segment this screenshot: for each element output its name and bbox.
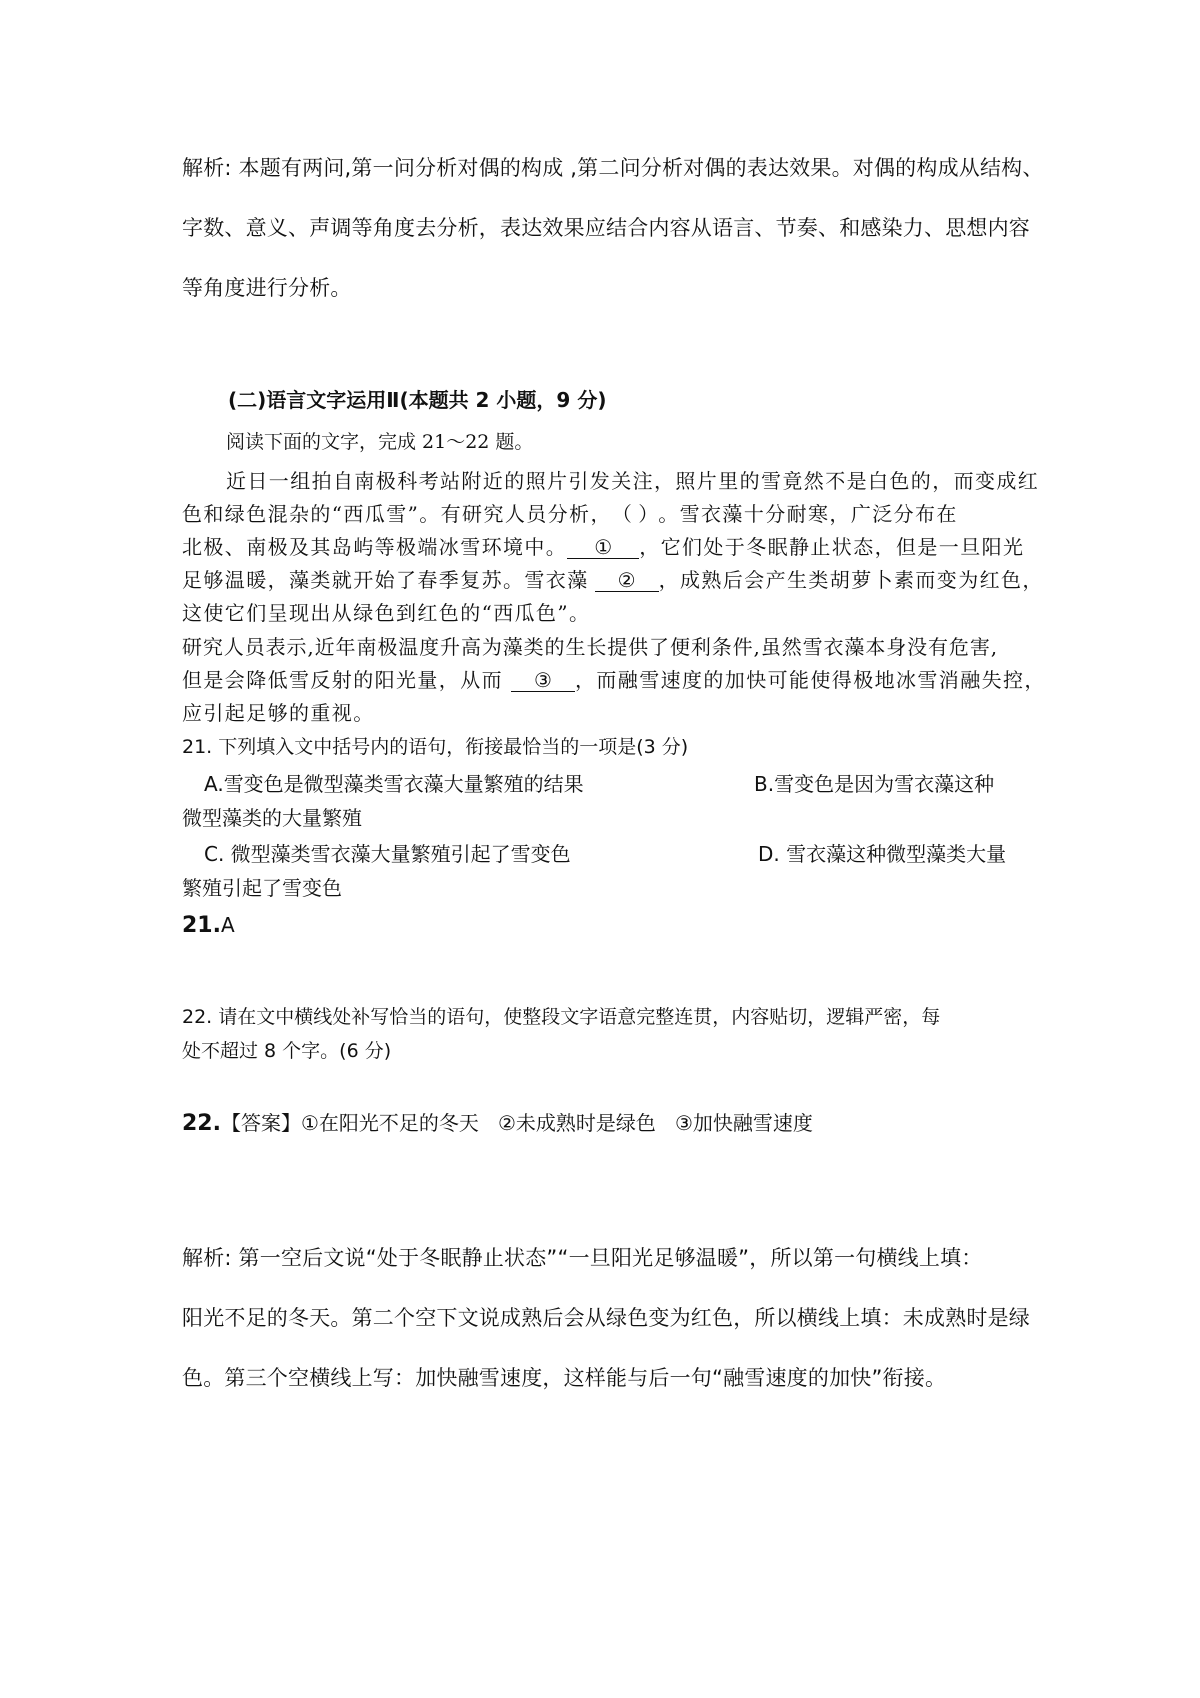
passage-line-2-b: 。雪衣藻十分耐寒，广泛分布在 xyxy=(658,502,958,526)
q22-stem-line-2: 处不超过 8 个字。(6 分) xyxy=(182,1040,392,1062)
passage-line-7-b: ，而融雪速度的加快可能使得极地冰雪消融失控， xyxy=(575,668,1046,692)
q21-answer-number: 21. xyxy=(182,913,221,938)
blank-3: ③ xyxy=(511,670,575,692)
passage-line-2 xyxy=(182,498,958,527)
q21-answer-letter: A xyxy=(220,913,235,937)
q21-stem: 21. 下列填入文中括号内的语句，衔接最恰当的一项是(3 分) xyxy=(182,736,689,758)
analysis-2-line-1: 解析: 第一空后文说“处于冬眠静止状态”“一旦阳光足够温暖”，所以第一句横线上填： xyxy=(182,1246,983,1270)
q21-option-d-line-2: 繁殖引起了雪变色 xyxy=(182,876,342,900)
analysis-1-line-1: 解析: 本题有两问,第一问分析对偶的构成 ,第二问分析对偶的表达效果。对偶的构成从结构、 xyxy=(182,156,1044,180)
passage-line-7 xyxy=(182,664,1046,693)
q22-stem-line-1: 22. 请在文中横线处补写恰当的语句，使整段文字语意完整连贯，内容贴切，逻辑严密，每 xyxy=(182,1006,941,1028)
analysis-1-line-3: 等角度进行分析。 xyxy=(182,276,352,300)
passage-line-3 xyxy=(182,531,1024,560)
blank-1: ① xyxy=(567,537,639,559)
passage-paren-blank: （ ） xyxy=(611,502,659,526)
passage-line-5: 这使它们呈现出从绿色到红色的“西瓜色”。 xyxy=(182,601,591,625)
section-heading: (二)语言文字运用Ⅱ(本题共 2 小题，9 分) xyxy=(228,388,607,412)
analysis-1-line-2: 字数、意义、声调等角度去分析，表达效果应结合内容从语言、节奏、和感染力、思想内容 xyxy=(182,216,1030,240)
passage-line-8: 应引起足够的重视。 xyxy=(182,701,375,725)
q21-option-b-line-2: 微型藻类的大量繁殖 xyxy=(182,806,362,830)
analysis-2-line-3: 色。第三个空横线上写：加快融雪速度，这样能与后一句“融雪速度的加快”衔接。 xyxy=(182,1366,947,1390)
passage-line-6: 研究人员表示,近年南极温度升高为藻类的生长提供了便利条件,虽然雪衣藻本身没有危害, xyxy=(182,635,998,659)
blank-2: ② xyxy=(595,570,659,592)
q22-answer-text: 【答案】①在阳光不足的冬天 ②未成熟时是绿色 ③加快融雪速度 xyxy=(220,1111,813,1135)
section-instruction: 阅读下面的文字，完成 21～22 题。 xyxy=(226,431,534,453)
passage-line-2-a: 色和绿色混杂的“西瓜雪”。有研究人员分析， xyxy=(182,502,612,526)
q22-answer xyxy=(182,1107,813,1136)
passage-line-4 xyxy=(182,564,1044,593)
q22-answer-number: 22. xyxy=(182,1111,221,1136)
passage-line-4-a: 足够温暖，藻类就开始了春季复苏。雪衣藻 xyxy=(182,568,589,592)
q21-option-b-line-1: B.雪变色是因为雪衣藻这种 xyxy=(754,772,995,796)
passage-line-1: 近日一组拍自南极科考站附近的照片引发关注，照片里的雪竟然不是白色的，而变成红 xyxy=(226,469,1040,493)
passage-line-3-b: ，它们处于冬眠静止状态，但是一旦阳光 xyxy=(639,535,1025,559)
q21-answer xyxy=(182,913,235,938)
q21-option-a: A.雪变色是微型藻类雪衣藻大量繁殖的结果 xyxy=(204,772,584,796)
passage-line-7-a: 但是会降低雪反射的阳光量，从而 xyxy=(182,668,503,692)
q21-option-c: C. 微型藻类雪衣藻大量繁殖引起了雪变色 xyxy=(204,842,571,866)
passage-line-3-a: 北极、南极及其岛屿等极端冰雪环境中。 xyxy=(182,535,568,559)
q21-option-d-line-1: D. 雪衣藻这种微型藻类大量 xyxy=(758,842,1007,866)
passage-line-4-b: ，成熟后会产生类胡萝卜素而变为红色， xyxy=(658,568,1044,592)
analysis-2-line-2: 阳光不足的冬天。第二个空下文说成熟后会从绿色变为红色，所以横线上填：未成熟时是绿 xyxy=(182,1306,1030,1330)
